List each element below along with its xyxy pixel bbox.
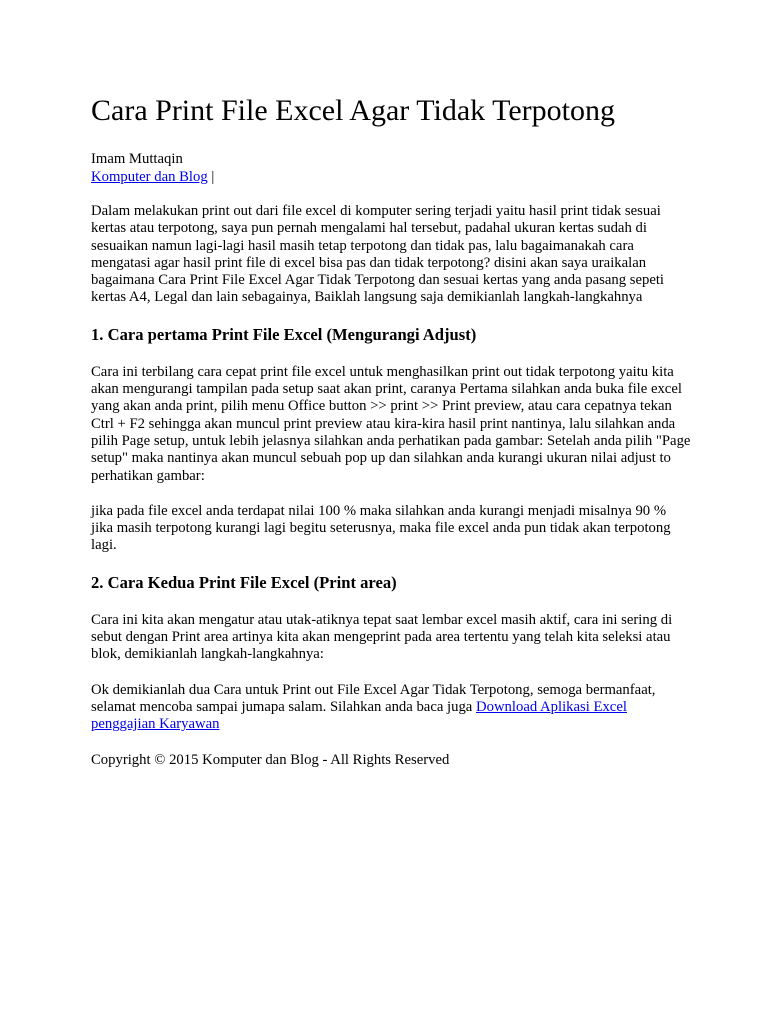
category-link[interactable]: Komputer dan Blog <box>91 169 208 185</box>
author-line <box>91 150 691 168</box>
article-page <box>91 92 691 769</box>
article-title: Cara Print File Excel Agar Tidak Terpotong <box>91 94 615 127</box>
section-2-paragraph-1: Cara ini kita akan mengatur atau utak-atiknya tepat saat lembar excel masih aktif, cara ini sering di sebut dengan Print area artinya kita akan mengeprint pada area tertentu yang telah kita seleksi atau blok, demikianlah langkah-langkahnya: <box>91 611 673 663</box>
closing-paragraph <box>91 682 691 734</box>
section-2-heading: 2. Cara Kedua Print File Excel (Print area) <box>91 572 397 592</box>
author-name: Imam Muttaqin <box>91 151 183 167</box>
copyright-footer: Copyright © 2015 Komputer dan Blog - All Rights Reserved <box>91 751 450 768</box>
section-1-paragraph-2: jika pada file excel anda terdapat nilai 100 % maka silahkan anda kurangi menjadi misalnya 90 % jika masih terpotong kurangi lagi begitu seterusnya, maka file excel anda pun tidak akan terpotong lagi. <box>91 502 671 554</box>
section-1-paragraph-1: Cara ini terbilang cara cepat print file excel untuk menghasilkan print out tidak terpotong yaitu kita akan mengurangi tampilan pada setup saat akan print, caranya Pertama silahkan anda buka file excel yang akan anda print, pilih menu Office button >> print >> Print preview, atau cara cepatnya tekan Ctrl + F2 sehingga akan muncul print preview atau kira-kira hasil print nantinya, lalu silahkan anda pilih Page setup, untuk lebih jelasnya silahkan anda perhatikan pada gambar: Setelah anda pilih "Page setup" maka nantinya akan muncul sebuah pop up dan silahkan anda kurangi ukuran nilai adjust to perhatikan gambar: <box>91 363 691 484</box>
download-excel-link[interactable]: Download Aplikasi Excel penggajian Karyawan <box>91 698 627 733</box>
category-separator: | <box>207 169 215 185</box>
closing-text: Ok demikianlah dua Cara untuk Print out File Excel Agar Tidak Terpotong, semoga bermanfaat, selamat mencoba sampai jumapa salam. Silahkan anda baca juga <box>91 681 656 715</box>
section-1-heading: 1. Cara pertama Print File Excel (Mengurangi Adjust) <box>91 324 477 344</box>
category-line <box>91 168 691 186</box>
intro-paragraph: Dalam melakukan print out dari file excel di komputer sering terjadi yaitu hasil print tidak sesuai kertas atau terpotong, saya pun pernah mengalami hal tersebut, padahal ukuran kertas sudah di sesuaikan namun lagi-lagi hasil masih tetap terpotong dan tidak pas, lalu bagaimanakah cara mengatasi agar hasil print file di excel bisa pas dan tidak terpotong? disini akan saya uraikalan bagaimana Cara Print File Excel Agar Tidak Terpotong dan sesuai kertas yang anda pasang sepeti kertas A4, Legal dan lain sebagainya, Baiklah langsung saja demikianlah langkah-langkahnya <box>91 203 664 306</box>
